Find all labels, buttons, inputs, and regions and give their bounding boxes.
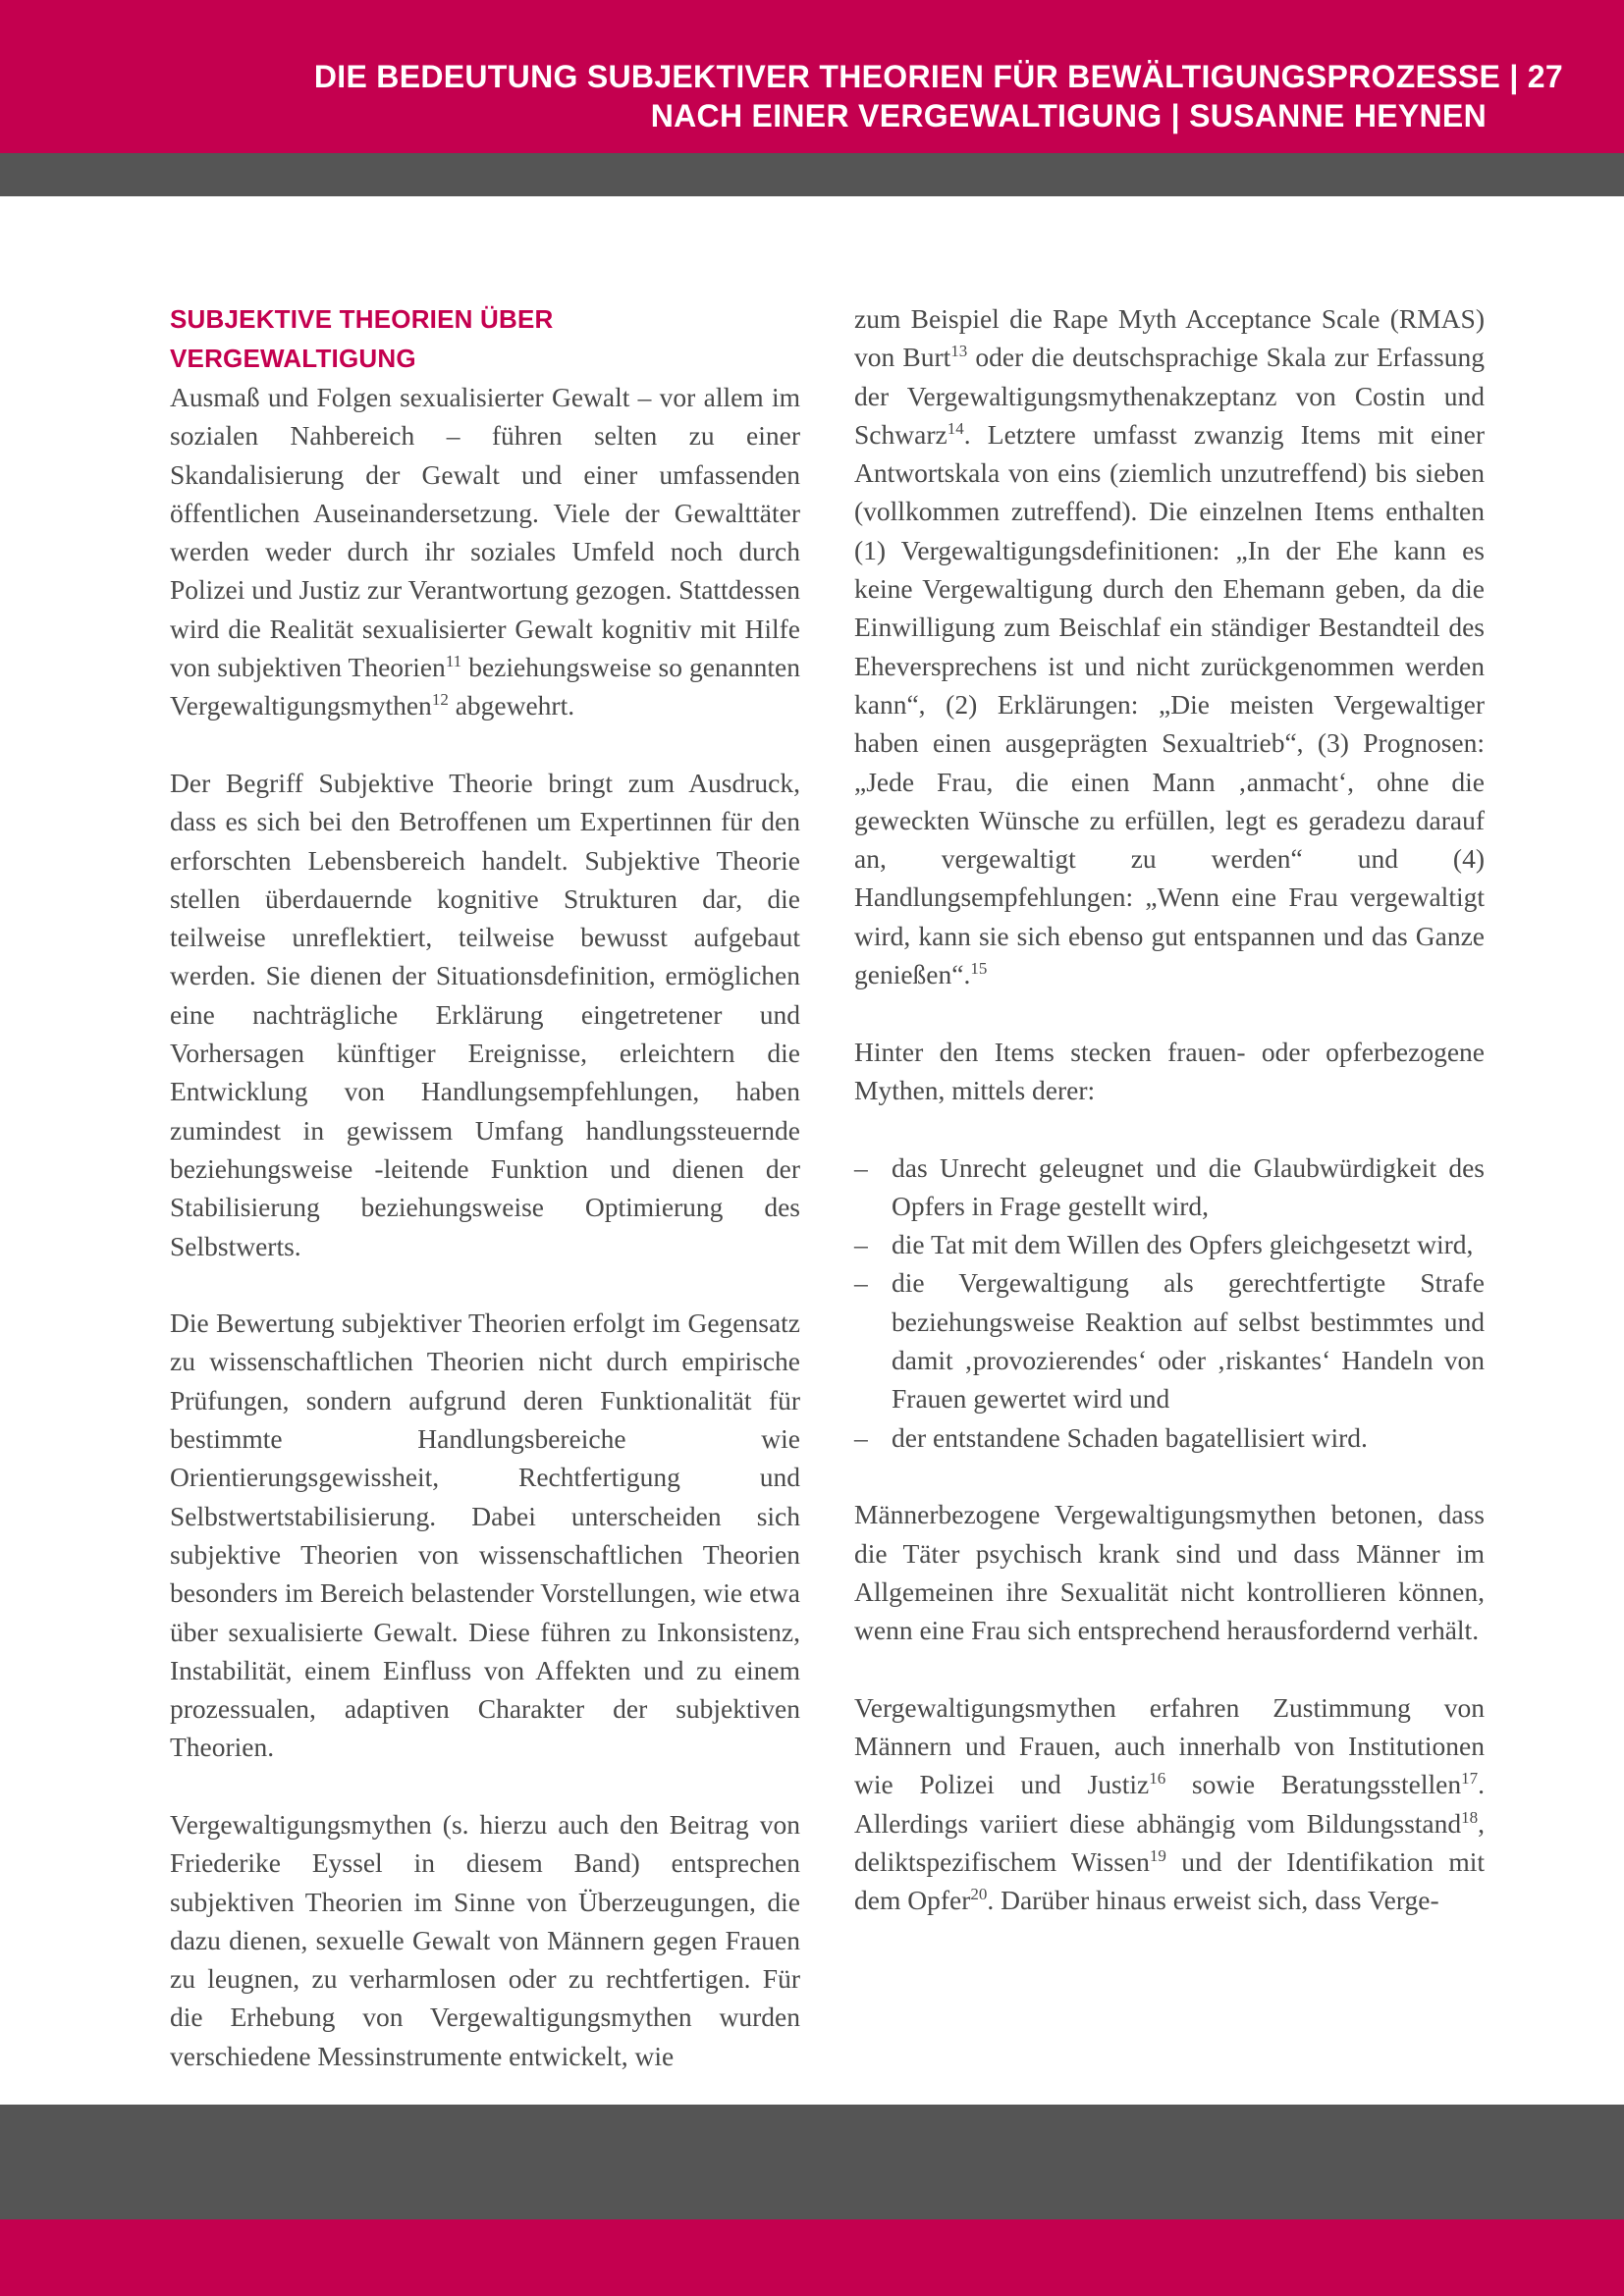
section-heading: SUBJEKTIVE THEORIEN ÜBER VERGEWALTIGUNG — [170, 304, 554, 373]
list-item — [854, 1418, 1485, 1457]
footnote-ref: 11 — [445, 651, 462, 670]
footnote-ref: 17 — [1461, 1769, 1479, 1789]
paragraph: Vergewaltigungsmythen (s. hierzu auch den Beitrag von Friederike Eyssel in diesem Band) entsprechen subjektiven Theorien im Sinne von Überzeugungen, die dazu dienen, sexuelle Gewalt von Männern gegen Frauen zu leugnen, zu verharmlosen oder zu rechtfertigen. Für die Erhebung von Vergewaltigungsmythen wurden verschiedene Messinstrumente entwickelt, wie — [170, 1808, 800, 2071]
list-item-text: die Vergewaltigung als gerechtfertigte Strafe beziehungsweise Reaktion auf selbst bestimmtes und damit ‚provozierendes‘ oder ‚riskantes‘ Handeln von Frauen gewertet wird und — [892, 1267, 1485, 1415]
left-column — [170, 299, 800, 2075]
text-run: abgewehrt. — [448, 690, 575, 721]
list-item-text: der entstandene Schaden bagatellisiert wird. — [892, 1421, 1368, 1453]
text-run: . Letztere umfasst zwanzig Items mit einer Antwortskala von eins (ziemlich unzutreffend) bis sieben (vollkommen zutreffend). Die einzelnen Items enthalten (1) Vergewaltigungsdefinitionen: „In der Ehe kann es keine Vergewaltigung durch den Ehemann geben, da die Einwilligung zum Beischlaf ein ständiger Bestandteil des Eheversprechens ist und nicht zurückgenommen werden kann“, (2) Erklärungen: „Die meisten Vergewaltiger haben einen ausgeprägten Sexualtrieb“, (3) Prognosen: „Jede Frau, die einen Mann ‚anmacht‘, ohne die geweckten Wünsche zu erfüllen, legt es geradezu darauf an, vergewaltigt zu werden“ und (4) Handlungsempfehlungen: „Wenn eine Frau vergewaltigt wird, kann sie sich ebenso gut entspannen und das Ganze genießen“. — [854, 418, 1485, 990]
text-run: . Allerdings variiert diese abhängig vom Bildungsstand — [854, 1769, 1485, 1839]
list-item — [854, 1225, 1485, 1263]
running-title-line-2: NACH EINER VERGEWALTIGUNG | SUSANNE HEYNEN — [650, 98, 1487, 133]
list-item-text: die Tat mit dem Willen des Opfers gleichgesetzt wird, — [892, 1229, 1474, 1260]
paragraph: Der Begriff Subjektive Theorie bringt zum Ausdruck, dass es sich bei den Betroffenen um Expertinnen für den erforschten Lebensbereich handelt. Subjektive Theorie stellen überdauernde kognitive Strukturen dar, die teilweise unreflektiert, teilweise bewusst aufgebaut werden. Sie dienen der Situationsdefinition, ermöglichen eine nachträgliche Erklärung eingetretener und Vorhersagen künftiger Ereignisse, erleichtern die Entwicklung von Handlungsempfehlungen, haben zumindest in gewissem Umfang handlungssteuernde beziehungsweise -leitende Funktion und dienen der Stabilisierung beziehungsweise Optimierung des Selbstwerts. — [170, 767, 800, 1261]
dash-bullet: – — [854, 1421, 868, 1453]
list-item — [854, 1148, 1485, 1226]
text-run: , deliktspezifischem Wissen — [854, 1807, 1485, 1877]
footnote-ref: 18 — [1461, 1807, 1479, 1827]
footer-red-band — [0, 2219, 1624, 2296]
paragraph — [170, 378, 800, 725]
paragraph: Männerbezogene Vergewaltigungsmythen betonen, dass die Täter psychisch krank sind und dass Männer im Allgemeinen ihre Sexualität nicht kontrollieren können, wenn eine Frau sich entsprechend herausfordernd verhält. — [854, 1499, 1485, 1646]
paragraph: Hinter den Items stecken frauen- oder opferbezogene Mythen, mittels derer: — [854, 1036, 1485, 1105]
list-item-text: das Unrecht geleugnet und die Glaubwürdigkeit des Opfers in Frage gestellt wird, — [892, 1151, 1485, 1221]
dash-bullet: – — [854, 1229, 868, 1260]
paragraph — [854, 1688, 1485, 1920]
header-divider-bar — [0, 153, 1624, 196]
running-title-line-1: DIE BEDEUTUNG SUBJEKTIVER THEORIEN FÜR BEWÄLTIGUNGSPROZESSE | 27 — [313, 59, 1563, 94]
dash-bullet: – — [854, 1267, 868, 1299]
footnote-ref: 15 — [970, 958, 988, 978]
paragraph: Die Bewertung subjektiver Theorien erfolgt im Gegensatz zu wissenschaftlichen Theorien nicht durch empirische Prüfungen, sondern aufgrund deren Funktionalität für bestimmte Handlungsbereiche wie Orientierungsgewissheit, Rechtfertigung und Selbstwertstabilisierung. Dabei unterscheiden sich subjektive Theorien von wissenschaftlichen Theorien besonders im Bereich belastender Vorstellungen, wie etwa über sexualisierte Gewalt. Diese führen zu Inkonsistenz, Instabilität, einem Einfluss von Affekten und zu einem prozessualen, adaptiven Charakter der subjektiven Theorien. — [170, 1308, 800, 1763]
paragraph — [854, 299, 1485, 993]
text-run: zum Beispiel die Rape Myth Acceptance Scale (RMAS) von Burt — [854, 303, 1485, 373]
list-item — [854, 1263, 1485, 1417]
footnote-ref: 20 — [970, 1885, 988, 1904]
footnote-ref: 12 — [431, 690, 449, 710]
right-column — [854, 299, 1485, 1919]
text-run: sowie Beratungsstellen — [1165, 1769, 1462, 1800]
footnote-ref: 19 — [1149, 1845, 1166, 1865]
footer-gray-band — [0, 2105, 1624, 2219]
footnote-ref: 16 — [1149, 1769, 1166, 1789]
footnote-ref: 14 — [947, 418, 964, 438]
dash-bullet: – — [854, 1151, 868, 1183]
footnote-ref: 13 — [950, 342, 968, 361]
text-run: beziehungsweise so genannten Vergewaltigungsmythen — [170, 652, 800, 721]
text-run: Ausmaß und Folgen sexualisierter Gewalt – vor allem im sozialen Nahbereich – führen selten zu einer Skandalisierung der Gewalt und einer umfassenden öffentlichen Auseinandersetzung. Viele der Gewalttäter werden weder durch ihr soziales Umfeld noch durch Polizei und Justiz zur Verantwortung gezogen. Stattdessen wird die Realität sexualisierter Gewalt kognitiv mit Hilfe von subjektiven Theorien — [170, 382, 800, 683]
text-run: oder die deutschsprachige Skala zur Erfassung der Vergewaltigungsmythenakzeptanz von Costin und Schwarz — [854, 342, 1486, 450]
myth-list — [854, 1148, 1485, 1457]
header-band — [0, 0, 1624, 153]
text-run: . Darüber hinaus erweist sich, dass Verge- — [987, 1885, 1439, 1916]
text-run: und der Identifikation mit dem Opfer — [854, 1845, 1485, 1916]
text-run: Vergewaltigungsmythen erfahren Zustimmung von Männern und Frauen, auch innerhalb von Institutionen wie Polizei und Justiz — [854, 1691, 1485, 1800]
